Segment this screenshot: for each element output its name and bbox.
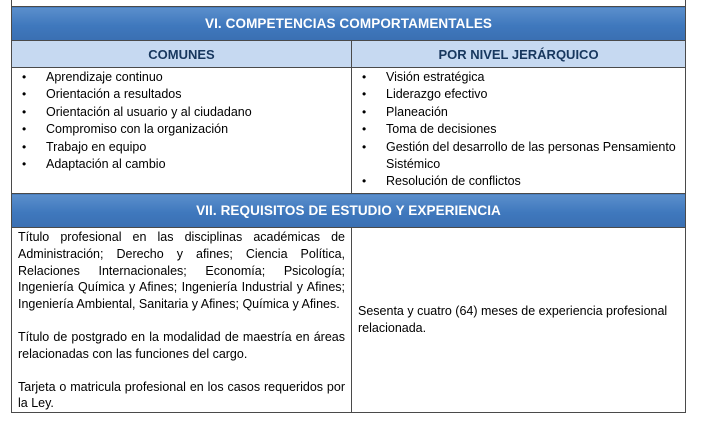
competencies-requirements-document	[11, 0, 685, 420]
jerarquico-list	[352, 69, 685, 191]
comunes-header: COMUNES	[12, 41, 352, 68]
section6-header-row	[12, 7, 686, 41]
estudio-paragraph: Tarjeta o matricula profesional en los casos requeridos por la Ley.	[18, 379, 345, 411]
list-item: • Resolución de conflictos	[352, 173, 685, 190]
comunes-list	[12, 69, 351, 173]
list-item: • Orientación al usuario y al ciudadano	[12, 104, 351, 121]
list-item: • Gestión del desarrollo de las personas Pensamiento Sistémico	[352, 139, 685, 174]
experiencia-cell: Sesenta y cuatro (64) meses de experiencia profesional relacionada.	[352, 228, 686, 413]
estudio-paragraph: Título profesional en las disciplinas académicas de Administración; Derecho y afines; Ciencia Política, Relaciones Internacionales; Economía; Psicología; Ingeniería Química y Afines; Ingeniería Industrial y Afines; Ingeniería Ambiental, Sanitaria y Afines; Química y Afines.	[18, 230, 345, 312]
list-item: • Orientación a resultados	[12, 86, 351, 103]
section6-title: VI. COMPETENCIAS COMPORTAMENTALES	[12, 7, 686, 41]
estudio-cell	[12, 228, 352, 413]
list-item: • Trabajo en equipo	[12, 139, 351, 156]
job-profile-table	[11, 0, 686, 413]
requirements-row	[12, 228, 686, 413]
jerarquico-header: POR NIVEL JERÁRQUICO	[352, 41, 686, 68]
comunes-cell	[12, 68, 352, 194]
list-item: • Aprendizaje continuo	[12, 69, 351, 86]
section7-title: VII. REQUISITOS DE ESTUDIO Y EXPERIENCIA	[12, 194, 686, 228]
estudio-paragraph: Título de postgrado en la modalidad de maestría en áreas relacionadas con las funciones del cargo.	[18, 329, 345, 361]
list-item: • Adaptación al cambio	[12, 156, 351, 173]
list-item: • Visión estratégica	[352, 69, 685, 86]
list-item: • Compromiso con la organización	[12, 121, 351, 138]
list-item: • Planeación	[352, 104, 685, 121]
list-item: • Toma de decisiones	[352, 121, 685, 138]
list-item: • Liderazgo efectivo	[352, 86, 685, 103]
jerarquico-cell	[352, 68, 686, 194]
competencies-row	[12, 68, 686, 194]
section7-header-row	[12, 194, 686, 228]
column-header-row	[12, 41, 686, 68]
